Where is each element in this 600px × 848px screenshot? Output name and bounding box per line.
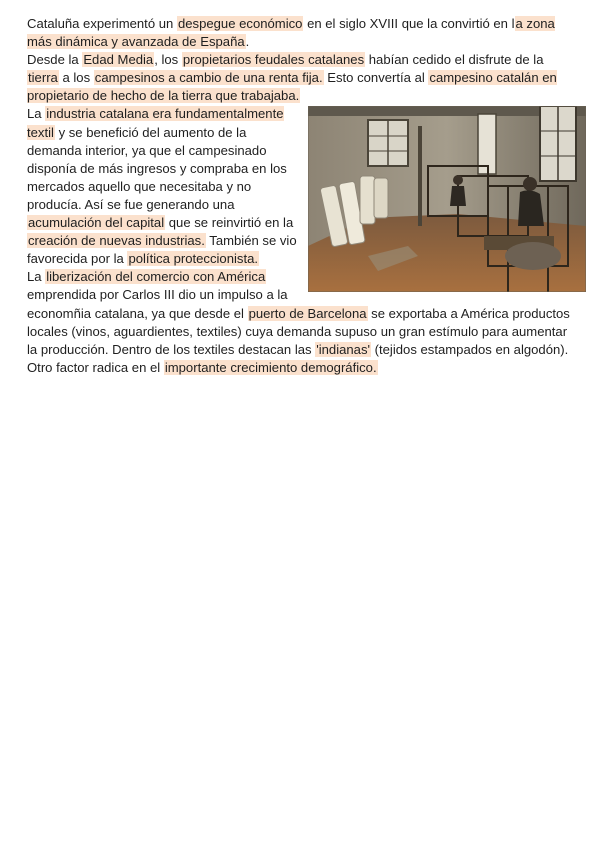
text-run: , los (154, 52, 182, 68)
text-run: en el siglo XVIII que la convirtió en l (303, 16, 515, 31)
highlight: tierra (28, 70, 58, 86)
highlight: acumulación del capital (28, 215, 165, 231)
text-run: que se reinvirtió en la (165, 215, 294, 231)
text-run: a los (58, 70, 94, 86)
text-run: Esto convertía al (323, 70, 429, 86)
highlight: campesinos a cambio de una renta fija. (94, 70, 323, 86)
text-run: emprendida por Carlos III dio un impulso a la economñia catalana, ya que desde el (27, 287, 288, 321)
highlight: a zona más dinámica y avanzada de España (27, 16, 555, 50)
highlight: liberización del comercio con América (46, 269, 266, 285)
document-text (27, 15, 575, 377)
text-run: Desde la (27, 52, 83, 68)
paragraph-demography (27, 359, 575, 377)
highlight: importante crecimiento demográfico. (164, 359, 377, 375)
text-run: se exportaba a América productos locales (vinos, aguardientes, textiles) cuya demanda supuso un gran estímulo para aumentar la producción. Dentro de los textiles destacan las (27, 305, 570, 357)
textile-factory-painting-icon (308, 106, 586, 292)
highlight: propietarios feudales catalanes (182, 52, 365, 68)
text-run: habían cedido el disfrute de la (365, 52, 544, 68)
text-run: . (245, 34, 250, 50)
text-run: También se vio favorecida por la (27, 233, 297, 267)
text-run: La (27, 269, 46, 285)
highlight: creación de nuevas industrias. (28, 233, 205, 249)
highlight: 'indianas' (316, 341, 371, 357)
highlight: puerto de Barcelona (248, 305, 367, 321)
highlight: despegue económico (177, 16, 303, 31)
highlight: campesino catalán en propietario de hecho de la tierra que trabajaba. (27, 70, 557, 104)
text-run: Cataluña experimentó un (27, 16, 177, 31)
highlight: industria catalana era fundamentalmente textil (27, 106, 284, 140)
text-run: La (27, 106, 46, 122)
text-run: (tejidos estampados en algodón). (371, 341, 569, 357)
highlight: Edad Media (83, 52, 154, 68)
highlight: política proteccionista. (128, 251, 259, 267)
text-run: Otro factor radica en el (27, 359, 164, 375)
paragraph-middle-ages (27, 51, 575, 105)
text-run: y se benefició del aumento de la demanda interior, ya que el campesinado disponía de más ingresos y compraba en los mercados aquello que necesitaba y no producía. Así se fue generando una (27, 124, 287, 212)
paragraph-economic-takeoff (27, 15, 575, 51)
